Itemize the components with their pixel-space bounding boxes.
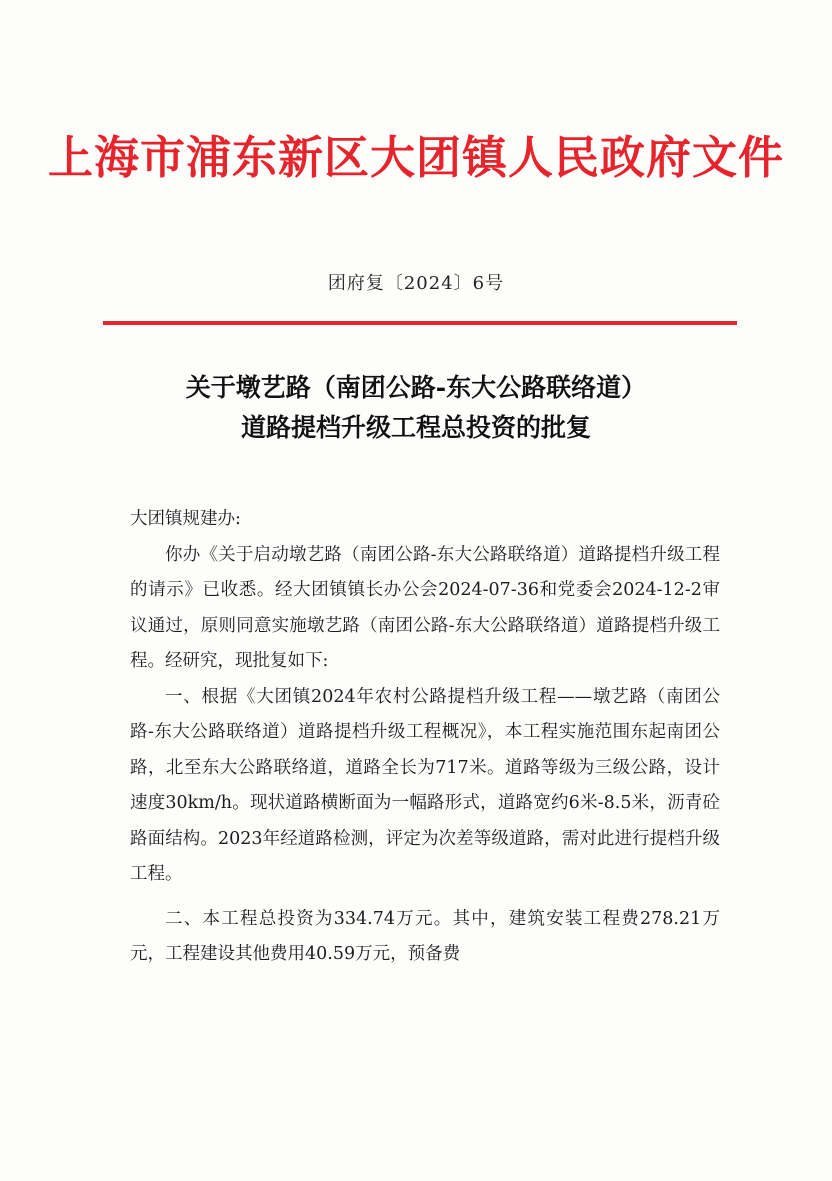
body-paragraph-2: 一、根据《大团镇2024年农村公路提档升级工程——墩艺路（南团公路-东大公路联络道）道路提档升级工程概况》，本工程实施范围东起南团公路，北至东大公路联络道，道路全长为717米。道路等级为三级公路，设计速度30km/h。现状道路横断面为一幅路形式，道路宽约6米-8.5米，沥青砼路面结构。2023年经道路检测，评定为次差等级道路，需对此进行提档升级工程。 — [130, 686, 720, 884]
body-paragraph-1: 你办《关于启动墩艺路（南团公路-东大公路联络道）道路提档升级工程的请示》已收悉。经大团镇镇长办公会2024-07-36和党委会2024-12-2审议通过，原则同意实施墩艺路（南团公路-东大公路联络道）道路提档升级工程。经研究，现批复如下: — [130, 544, 720, 671]
document-title — [0, 368, 832, 448]
masthead-title: 上海市浦东新区大团镇人民政府文件 — [47, 131, 784, 184]
body-paragraph-3: 二、本工程总投资为334.74万元。其中，建筑安装工程费278.21万元，工程建设其他费用40.59万元，预备费 — [130, 908, 720, 964]
document-number: 团府复〔2024〕6号 — [327, 273, 505, 294]
title-line-1: 关于墩艺路（南团公路-东大公路联络道） — [185, 373, 647, 402]
document-body — [130, 502, 720, 973]
title-line-2: 道路提档升级工程总投资的批复 — [240, 413, 591, 442]
salutation: 大团镇规建办: — [130, 509, 241, 529]
red-divider-line — [103, 321, 737, 325]
